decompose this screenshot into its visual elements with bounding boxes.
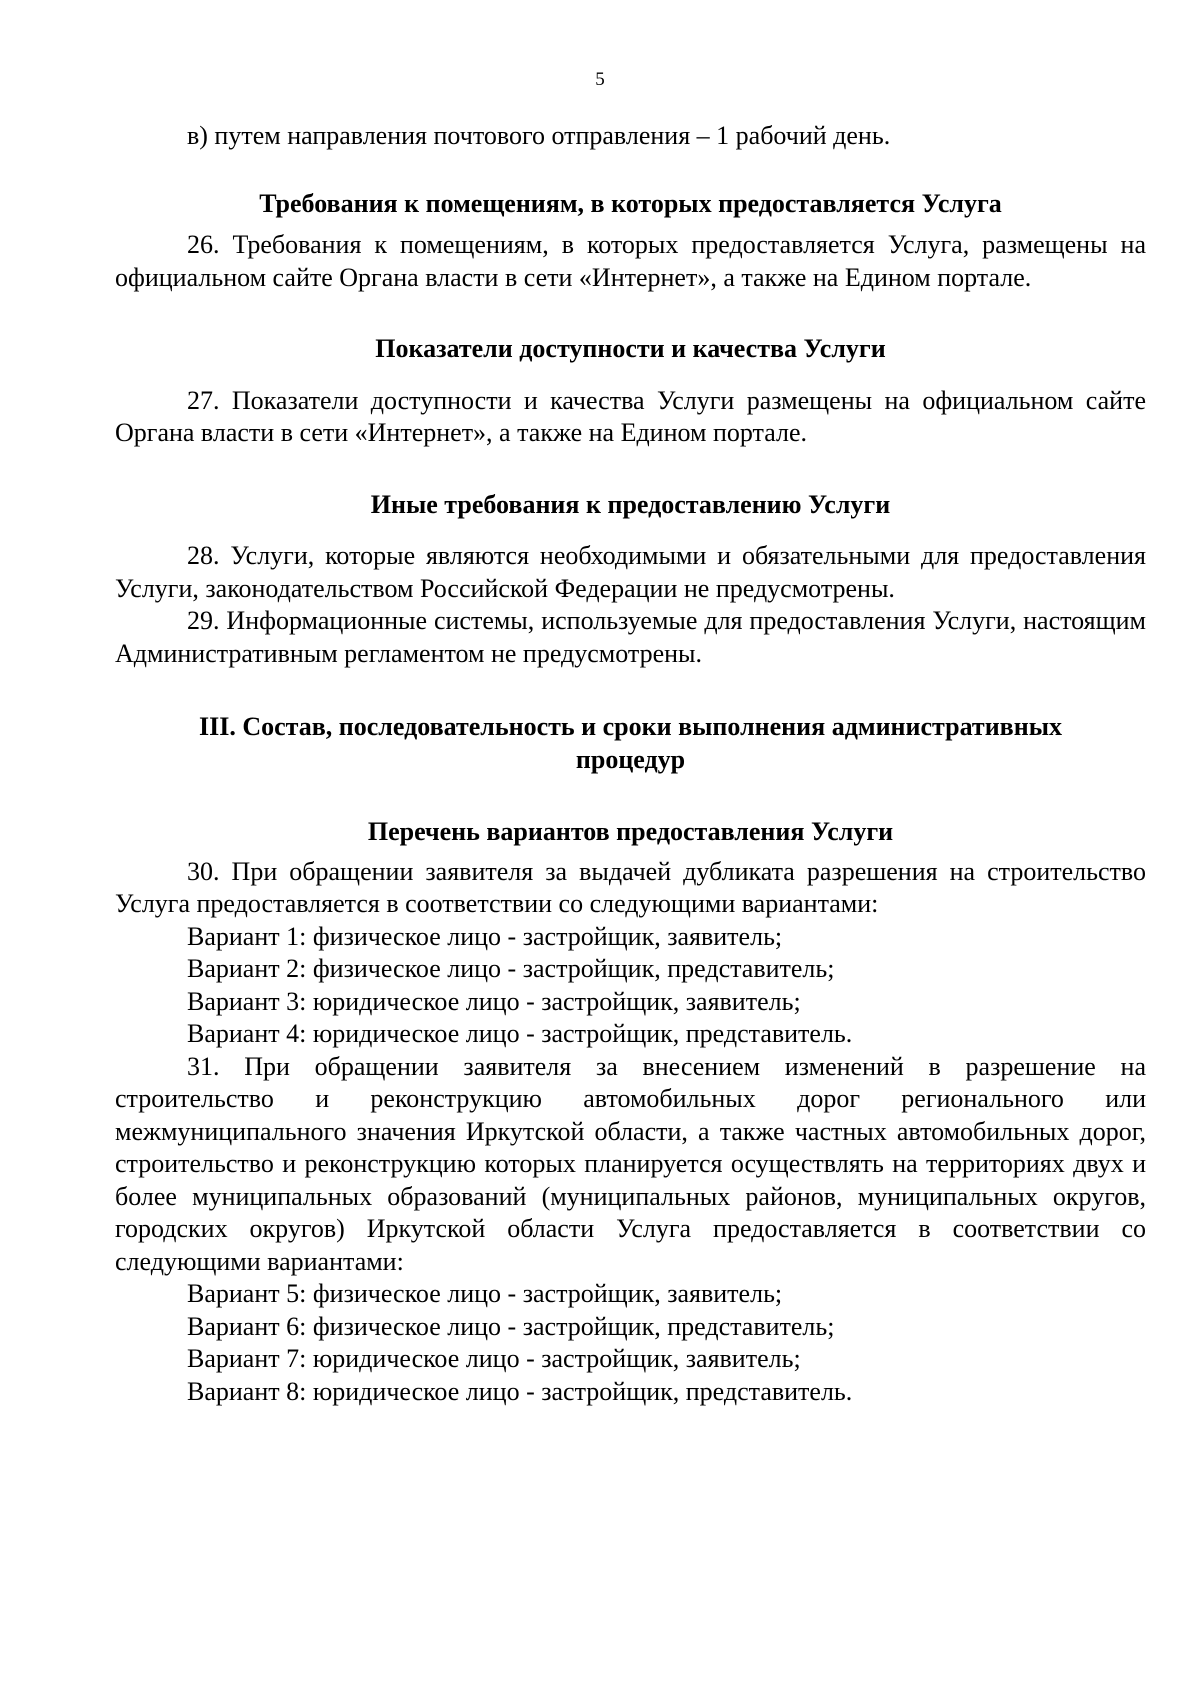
heading-premises-requirements: Требования к помещениям, в которых предоставляется Услуга [259,188,1002,218]
paragraph-30: 30. При обращении заявителя за выдачей дубликата разрешения на строительство Услуга предоставляется в соответствии со следующими вариантами: [115,856,1146,918]
document-body [115,120,1146,1408]
variant-7: Вариант 7: юридическое лицо - застройщик, заявитель; [187,1344,801,1373]
heading-service-variants: Перечень вариантов предоставления Услуги [367,817,894,846]
variant-6: Вариант 6: физическое лицо - застройщик, представитель; [187,1311,835,1341]
variant-3: Вариант 3: юридическое лицо - застройщик, заявитель; [187,986,801,1016]
variant-8: Вариант 8: юридическое лицо - застройщик, представитель. [187,1376,853,1406]
paragraph-28: 28. Услуги, которые являются необходимыми и обязательными для предоставления Услуги, законодательством Российской Федерации не предусмотрены. [115,541,1146,603]
page-number: 5 [595,69,605,90]
paragraph-26: 26. Требования к помещениям, в которых предоставляется Услуга, размещены на официальном сайте Органа власти в сети «Интернет», а также на Едином портале. [115,230,1146,292]
section-3-heading-line-1: III. Состав, последовательность и сроки выполнения административных [198,712,1062,741]
section-3-heading [115,711,1146,776]
paragraph-29: 29. Информационные системы, используемые для предоставления Услуги, настоящим Административным регламентом не предусмотрены. [115,606,1146,668]
heading-accessibility-indicators: Показатели доступности и качества Услуги [375,334,886,363]
section-3-heading-line-2: процедур [575,744,686,774]
heading-other-requirements: Иные требования к предоставлению Услуги [370,489,891,519]
variant-4: Вариант 4: юридическое лицо - застройщик, представитель. [187,1019,853,1048]
paragraph-27: 27. Показатели доступности и качества Услуги размещены на официальном сайте Органа власти в сети «Интернет», а также на Едином портале. [115,385,1146,447]
paragraph-31: 31. При обращении заявителя за внесением изменений в разрешение на строительство и реконструкцию автомобильных дорог регионального или межмуниципального значения Иркутской области, а также частных автомобильных дорог, строительство и реконструкцию которых планируется осуществлять на территориях двух и более муниципальных образований (муниципальных районов, муниципальных округов, городских округов) Иркутской области Услуга предоставляется в соответствии со следующими вариантами: [115,1051,1146,1276]
variant-2: Вариант 2: физическое лицо - застройщик, представитель; [187,954,835,983]
variant-5: Вариант 5: физическое лицо - застройщик, заявитель; [187,1279,783,1308]
paragraph-item-v: в) путем направления почтового отправления – 1 рабочий день. [187,121,891,150]
variant-1: Вариант 1: физическое лицо - застройщик, заявитель; [187,921,783,951]
